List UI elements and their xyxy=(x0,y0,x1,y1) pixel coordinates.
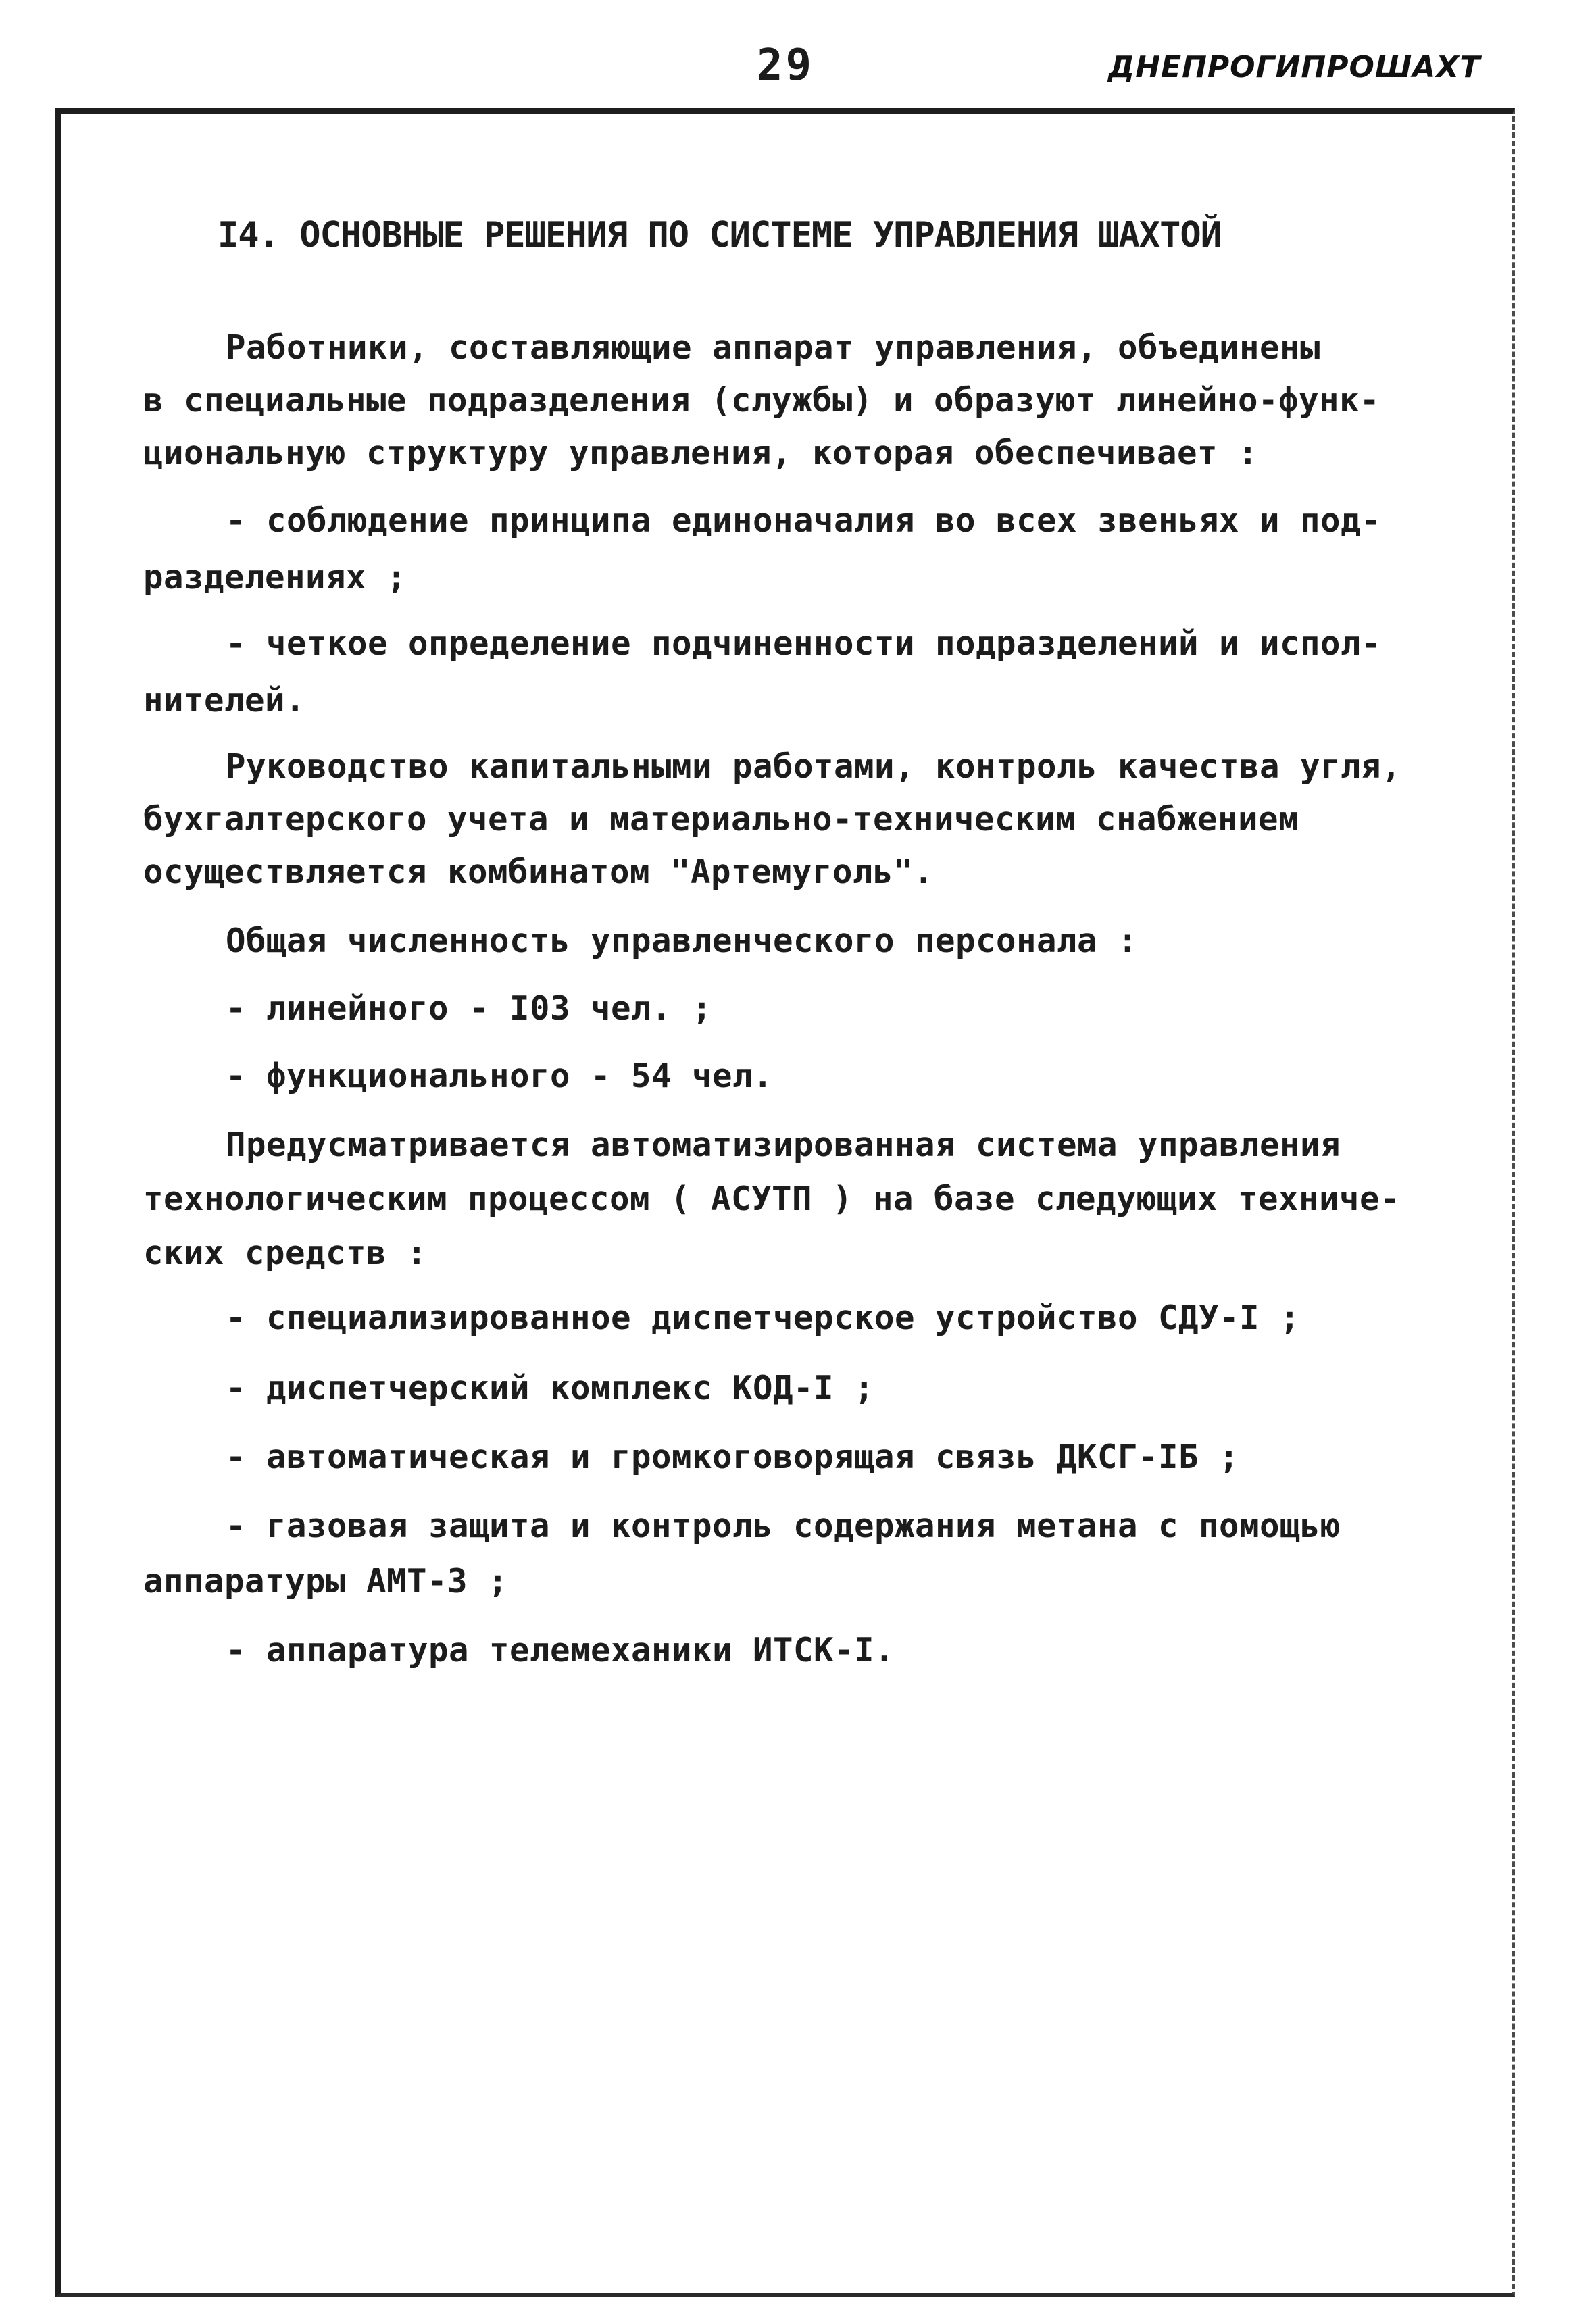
section-title: I4. ОСНОВНЫЕ РЕШЕНИЯ ПО СИСТЕМЕ УПРАВЛЕНИЯ ШАХТОЙ xyxy=(218,215,1222,255)
list-item-unity-of-command-line-1: - соблюдение принципа единоначалия во всех звеньях и под- xyxy=(226,501,1382,540)
paragraph-4-line-1: Предусматривается автоматизированная система управления xyxy=(226,1126,1341,1164)
staff-functional: - функционального - 54 чел. xyxy=(226,1057,774,1095)
paragraph-1-line-2: в специальные подразделения (службы) и образуют линейно-функ- xyxy=(143,381,1380,420)
list-item-subordination-line-1: - четкое определение подчиненности подразделений и испол- xyxy=(226,624,1382,663)
list-item-subordination-line-2: нителей. xyxy=(143,681,306,720)
paragraph-1-line-3: циональную структуру управления, которая обеспечивает : xyxy=(143,434,1259,472)
paragraph-2-line-2: бухгалтерского учета и материально-техническим снабжением xyxy=(143,800,1299,838)
tech-item-gas-protection-line-2: аппаратуры АМТ-3 ; xyxy=(143,1562,509,1601)
tech-item-gas-protection-line-1: - газовая защита и контроль содержания метана с помощью xyxy=(226,1507,1341,1545)
list-item-unity-of-command-line-2: разделениях ; xyxy=(143,558,407,597)
tech-item-dksg: - автоматическая и громкоговорящая связь ДКСГ-IБ ; xyxy=(226,1438,1240,1476)
paragraph-4-line-2: технологическим процессом ( АСУТП ) на базе следующих техниче- xyxy=(143,1180,1401,1218)
tech-item-itsk: - аппаратура телемеханики ИТСК-I. xyxy=(226,1631,895,1669)
paragraph-3: Общая численность управленческого персонала : xyxy=(226,922,1139,960)
staff-linear: - линейного - I03 чел. ; xyxy=(226,989,713,1028)
paragraph-2-line-3: осуществляется комбинатом "Артемуголь". xyxy=(143,853,934,891)
tech-item-sdu: - специализированное диспетчерское устройство СДУ-I ; xyxy=(226,1299,1301,1337)
paragraph-1-line-1: Работники, составляющие аппарат управления, объединены xyxy=(226,328,1321,367)
paragraph-4-line-3: ских средств : xyxy=(143,1234,428,1272)
paragraph-2-line-1: Руководство капитальными работами, контроль качества угля, xyxy=(226,747,1402,786)
organization-stamp: ДНЕПРОГИПРОШАХТ xyxy=(1108,50,1481,84)
tech-item-kod: - диспетчерский комплекс КОД-I ; xyxy=(226,1369,875,1407)
page-number: 29 xyxy=(757,41,815,91)
